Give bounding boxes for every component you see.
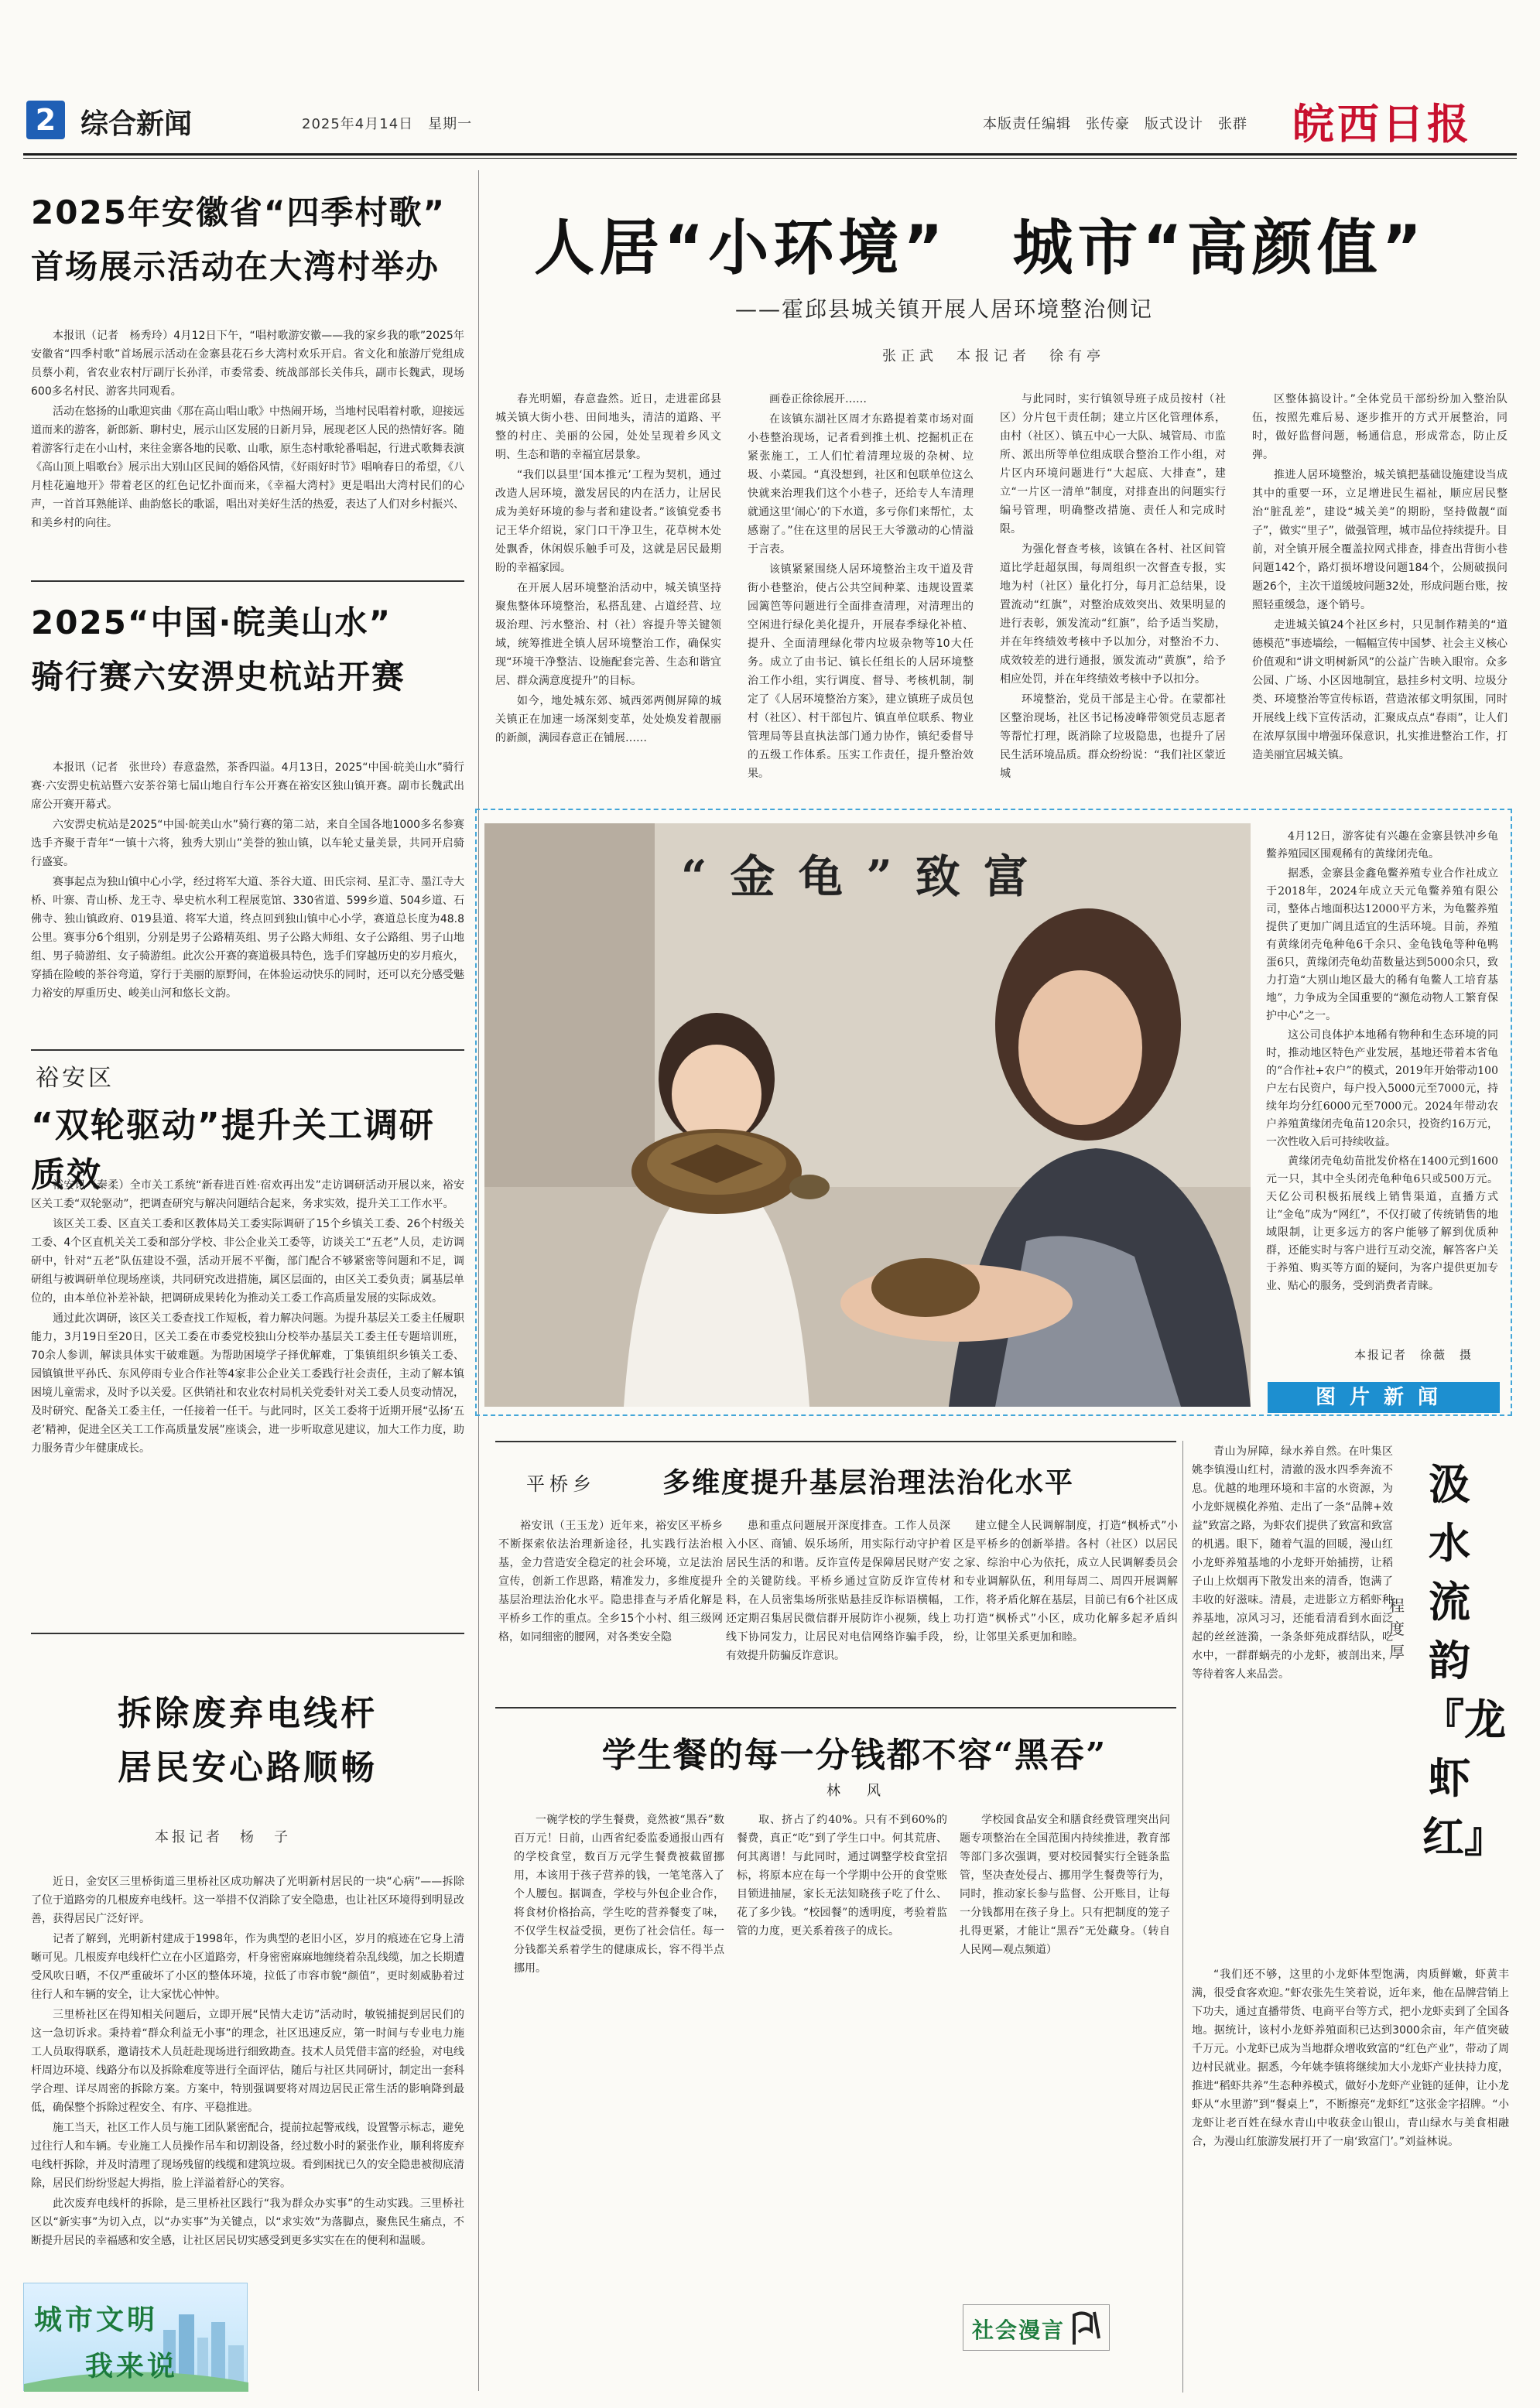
main-headline: 人居“小环境” 城市“高颜值” (534, 214, 1427, 283)
photo-caption: 4月12日，游客徒有兴趣在金寨县铁冲乡龟鳖养殖园区围观稀有的黄缘闭壳龟。 据悉，金寨县金鑫龟鳖养殖专业合作社成立于2018年，2024年成立天元龟鳖养殖有限公司，整体占地面积达12000平方米，为龟鳖养殖提供了更加广阔且适宜的生活环境。目前，养殖有黄缘闭壳龟种龟6千余只、金龟钱龟等种龟鸭蛋6只，黄缘闭壳龟幼苗数量达到5000余只，致力打造“大别山地区最大的稀有龟鳖人工培育基地”，力争成为全国重要的“濒危动物人工繁育保护中心”之一。 这公司良体护本地稀有物种和生态环境的同时，推动地区特色产业发展，基地还带着本省龟的“合作社+农户”的模式，2019年开始带动100户左右民资户，每户投入5000元至7000元，持续年均分红6000元至7000元。2024年带动农户养殖黄缘闭壳龟苗120余只，投资约16万元，一次性收入后可持续收益。 黄缘闭壳龟幼苗批发价格在1400元到1600元一只，其中全头闭壳龟种龟6只或500万元。天亿公司积极拓展线上销售渠道，直播方式让“金龟”成为“网红”，不仅打破了传统销售的地域限制，让更多远方的客户能够了解到优质种群，还能实时与客户进行互动交流，解答客户关于养殖、购买等方面的疑问，为客户提供更加专业、贴心的服务，受到消费者青睐。 (1266, 830, 1498, 1292)
article-headline: 学生餐的每一分钱都不容“黑吞” (601, 1736, 1107, 1775)
main-article-column: 区整体搞设计。”全体党员干部纷纷加入整治队伍，按照先难后易、逐步推开的方式开展整治，同时，做好监督问题，畅通信息，形成常态，防止反弹。 推进人居环境整治，城关镇把基础设施建设当成其中的重要一环，立足增进民生福祉，顺应居民整治“脏乱差”，建设“城关美”的期盼，坚持做靓“面子”，做实“里子”，做强管理，城市品位持续提升。目前，对全镇开展全覆盖拉网式排查，排查出背街小巷问题142个，路灯损坏增设问题184个，公厕破损问题26个，主次干道缓坡问题32处，形成问题台账，按照轻重缓急，逐个销号。 走进城关镇24个社区乡村，只见制作精美的“道德模范”事迹墙绘，一幅幅宣传中国梦、社会主义核心价值观和“讲文明树新风”的公益广告映入眼帘。众多公园、广场、小区因地制宜，悬挂乡村文明、垃圾分类、环境整治等宣传标语，营造浓郁文明氛围，同时开展线上线下宣传活动，汇聚成点点“春雨”，让人们在浓厚氛围中增强环保意识，扎实推进整治工作，打造美丽宜居城关镇。 (1252, 393, 1507, 761)
main-article-column: 画卷正徐徐展开…… 在该镇东湖社区周才东路提着菜市场对面小巷整治现场，记者看到推土机、挖掘机正在紧张施工，工人们忙着清理垃圾的杂树、垃圾、小菜园。“真没想到，社区和包联单位这么快就来治理我们这个小巷子，还给专人车清理就通这里‘闹心’的下水道，多亏你们来帮忙，太感谢了。”住在这里的居民王大爷激动的心情溢于言表。 该镇紧紧围绕人居环境整治主攻干道及背街小巷整治，使占公共空间种菜、违规设置菜园篱笆等问题进行全面排查清理，对清理出的空闲进行绿化美化提升，开展春季绿化补植、提升、全面清理绿化带内垃圾杂物等10大任务。成立了由书记、镇长任组长的人居环境整治工作小组，实行调度、督导、考核机制，制定了《人居环境整治方案》，建立镇班子成员包村（社区）、村干部包片、镇直单位联系、物业管理局等县直执法部门通力协作，镇纪委督导的五级工作体系。压实工作责任，提升整治效果。 (748, 393, 974, 780)
section-name: 综合新闻 (80, 108, 193, 140)
region-tag: 平桥乡 (526, 1473, 596, 1495)
civic-banner-subtitle: 我来说 (85, 2351, 179, 2382)
article-headline: 拆除废弃电线杆 居民安心路顺畅 (118, 1694, 378, 1787)
turtle-photo-illustration (484, 823, 1251, 1407)
article-column: 建立健全人民调解制度，打造“枫桥式”小区是平桥乡的创新举措。各村（社区）以居民之家、综治中心为依托，成立人民调解委员会和专业调解队伍，利用每周二、周四开展调解工作，将矛盾化解在基层，目前已有6个社区成功打造“枫桥式”小区，成功化解多起矛盾纠纷，让邻里关系更加和睦。 (953, 1520, 1178, 1644)
news-photo (484, 823, 1251, 1407)
main-article-column: 春光明媚，春意盎然。近日，走进霍邱县城关镇大街小巷、田间地头，清洁的道路、平整的村庄、美丽的公园，处处呈现着乡风文明、生态和谐的幸福宜居景象。 “我们以县里‘国本推元’工程为契机，通过改造人居环境，激发居民的内在活力，让居民成为美好环境的参与者和建设者。”该镇党委书记王华介绍说，家门口干净卫生，花草树木处处飘香，休闲娱乐触手可及，这就是居民最期盼的幸福家园。 在开展人居环境整治活动中，城关镇坚持聚焦整体环境整治，私搭乱建、占道经营、垃圾治理、污水整治、村（社）容提升等关键领域，统筹推进全镇人居环境整治工作，确保实现“环境干净整洁、设施配套完善、生态和谐宜居、群众满意度提升”的目标。 如今，地处城东郊、城西郊两侧屏障的城关镇正在加速一场深刻变革，处处焕发着靓丽的新颜，满园春意正在铺展…… (495, 393, 721, 744)
photo-news-tag: 图片新闻 (1268, 1382, 1500, 1413)
pen-icon (1068, 2307, 1102, 2348)
header-rule-thin (23, 158, 1517, 159)
main-subheadline: ——霍邱县城关镇开展人居环境整治侧记 (735, 296, 1154, 322)
article-headline: 2025“中国·皖美山水” 骑行赛六安淠史杭站开赛 (31, 604, 406, 696)
section-divider (31, 1049, 464, 1051)
article-headline: 2025年安徽省“四季村歌” 首场展示活动在大湾村举办 (31, 193, 447, 286)
page-number: 2 (26, 101, 65, 139)
section-divider (495, 1441, 1176, 1442)
column-divider (1182, 1441, 1183, 2393)
article-column: 取、挤占了约40%。只有不到60%的餐费，真正“吃”到了学生口中。何其荒唐、何其离谱！与此同时，通过调整学校食堂招标，将原本应在每一个学期中公开的食堂账目锁进抽屉，家长无法知晓孩子吃了什么、花了多少钱。“校园餐”的透明度，考验着监管的力度，更关系着孩子的成长。 (737, 1814, 947, 1938)
photo-credit: 本报记者 徐薇 摄 (1354, 1348, 1473, 1362)
main-article-column: 与此同时，实行镇领导班子成员按村（社区）分片包干责任制；建立片区化管理体系，由村（社区）、镇五中心一大队、城管局、市监所、派出所等单位组成联合整治工作小组，对片区内环境问题进行“大起底、大排查”，建立“一片区一清单”制度，对排查出的问题实行编号管理，明确整改措施、责任人和完成时限。 为强化督查考核，该镇在各村、社区间管道比学赶超氛围，每周组织一次督查专报，实地为村（社区）量化打分，每月汇总结果，设置流动“红旗”，对整治成效突出、效果明显的进行表彰，颁发流动“红旗”，给予适当奖励，并在年终绩效考核中予以加分，对整治不力、成效较差的进行通报，颁发流动“黄旗”，给予相应处罚，并在年终绩效考核中予以扣分。 环境整治，党员干部是主心骨。在蒙都社区整治现场，社区书记杨凌峰带领党员志愿者等帮忙打理，既消除了垃圾隐患，也提升了居民生活环境品质。群众纷纷说：“我们社区蒙近城 (1000, 393, 1226, 780)
header-rule (23, 153, 1517, 156)
article-column: 裕安讯（王玉龙）近年来，裕安区平桥乡不断探索依法治理新途径，扎实践行法治根基，金力营造安全稳定的社会环境，立足法治宣传，创新工作思路，精准发力，多维度提升基层治理法治化水平。隐患排查与矛盾化解是平桥乡工作的重点。全乡15个小村、组三级网格，如同细密的腰网，对各类安全隐 (498, 1520, 723, 1644)
photo-news-title: “金龟”致富 (681, 850, 1052, 903)
article-column: 学校园食品安全和膳食经费管理突出问题专项整治在全国范围内持续推进，教育部等部门多次强调，要对校园餐实行全链条监管，坚决查处侵占、挪用学生餐费等行为，同时，推动家长参与监督、公开账目，让每一分钱都用在孩子身上。只有把制度的笼子扎得更紧，才能让“黑吞”无处藏身。（转自人民网—观点频道） (960, 1814, 1170, 1956)
article-headline: “双轮驱动”提升关工调研质效 (31, 1106, 435, 1195)
essay-author: 程度厚 (1389, 1596, 1405, 1661)
article-byline: 林 风 (826, 1783, 887, 1799)
column-logo-text: 社会漫言 (972, 2317, 1066, 2343)
section-divider (31, 1633, 464, 1634)
main-byline: 张正武 本报记者 徐有亭 (882, 348, 1105, 364)
article-body: 本报讯（记者 杨秀玲）4月12日下午，“唱村歌游安徽——我的家乡我的歌”2025年安徽省“四季村歌”首场展示活动在金寨县花石乡大湾村欢乐开启。省文化和旅游厅党组成员蔡小莉，省农业农村厅副厅长孙洋，市委常委、统战部部长关伟兵，副市长魏武，现场600多名村民、游客共同观看。 活动在悠扬的山歌迎宾曲《那在高山唱山歌》中热闹开场，当地村民唱着村歌，迎接远道而来的游客，新郎新、聊村史，展示山区发展的日新月异，展现老区人民的热情好客。随着游客行走在小山村，来往金寨各地的民歌、山歌，原生态村歌轮番唱起，行进式歌舞表演《高山顶上唱歌台》展示出大别山区民间的婚俗风情，《好雨好时节》唱响春日的希望，《八月桂花遍地开》带着老区的红色记忆扑面而来，《幸福大湾村》更是唱出大湾村民们的心声，一首首耳熟能详、曲韵悠长的歌谣，唱出对美好生活的热爱，表达了人们对乡村振兴、和美乡村的向往。 (31, 330, 464, 529)
article-body: 本报讯（记者 张世玲）春意盎然，茶香四溢。4月13日，2025“中国·皖美山水”骑行赛·六安淠史杭站暨六安茶谷第七届山地自行车公开赛在裕安区独山镇开赛。副市长魏武出席公开赛开幕式。 六安淠史杭站是2025“中国·皖美山水”骑行赛的第二站，来自全国各地1000多名参赛选手齐聚于青年“一镇十六将，独秀大别山”美誉的独山镇，以车轮丈量美景，共同开启骑行盛宴。 赛事起点为独山镇中心小学，经过将军大道、茶谷大道、田氏宗祠、星汇寺、墨江寺大桥、叶寨、青山桥、龙王寺、皋史杭水利工程展览馆、330省道、599乡道、504乡道、石佛寺、独山镇政府、019县道、将军大道，终点回到独山镇中心小学，赛道总长度为48.8公里。赛事分6个组别，分别是男子公路精英组、男子公路大师组、女子公路组、男子山地组、男子骑游组、女子骑游组。此次公开赛的赛道极具特色，选手们穿越历史的岁月痕火，穿插在险峻的茶谷弯道，穿行于美丽的原野间，在体验运动快乐的同时，还可以充分感受魅力裕安的厚重历史、峻美山河和悠长文韵。 (31, 761, 464, 1000)
section-divider (495, 1707, 1176, 1709)
region-tag: 裕安区 (36, 1065, 115, 1092)
newspaper-logo: 皖西日报 (1292, 99, 1472, 149)
essay-column: 青山为屏障，绿水养自然。在叶集区姚李镇漫山红村，清澈的汲水四季奔流不息。优越的地理环境和丰富的水资源，为小龙虾规模化养殖、走出了一条“品牌+效益”致富之路，为虾农们提供了致富和致富的机遇。眼下，随着气温的回暖，漫山红小龙虾养殖基地的小龙虾开始捕捞，让稻子山上炊烟再下散发出来的清香，饱满了丰收的好滋味。清晨，走进影立方稻虾种养基地，凉风习习，还能看清看到水面泛起的丝丝涟漪，一条条虾苑成群结队，吃水中，一群群蜗壳的小龙虾，被剖出来，等待着客人来品尝。 (1192, 1445, 1393, 1681)
civic-banner-title: 城市文明 (34, 2304, 159, 2336)
article-body: 裕安讯（秦柔）全市关工系统“新春进百姓·宿欢再出发”走访调研活动开展以来，裕安区关工委“双轮驱动”，把调查研究与解决问题结合起来，务求实效，提升关工工作水平。 该区关工委、区直关工委和区教体局关工委实际调研了15个乡镇关工委、26个村级关工委、4个区直机关关工委和部分学校、非公企业关工委等，访谈关工“五老”人员，走访调研中，针对“五老”队伍建设不强，活动开展不平衡，部门配合不够紧密等问题和不足，调研组与被调研单位现场座谈，共同研究改进措施，属区层面的，由区关工委负责；属基层单位的，由本单位补差补缺，把调研成果转化为推动关工委工作高质量发展的实际成效。 通过此次调研，该区关工委查找工作短板，着力解决问题。为提升基层关工委主任履职能力，3月19日至20日，区关工委在市委党校独山分校举办基层关工委主任专题培训班，70余人参训，解读具体实干破难题。为帮助困境学子择优解难，丁集镇组织乡镇关工委、园镇镇世平孙氏、东风停雨专业合作社等4家非公企业关工委践行社会责任，主动了解本镇困境儿童需求，及时予以关爱。区供销社和农业农村局机关党委针对关工委人员变动情况，及时研究、配备关工委主任，一任接着一任干。与此同时，区关工委将于近期开展“弘扬‘五老’精神，促进全区关工工作高质量发展”座谈会，进一步听取意见建议，加大工作力度，助力服务青少年健康成长。 (31, 1179, 464, 1455)
editor-credits: 本版责任编辑 张传豪 版式设计 张群 (983, 116, 1247, 132)
section-divider (31, 580, 464, 582)
issue-date: 2025年4月14日 星期一 (302, 116, 473, 132)
article-body: 近日，金安区三里桥街道三里桥社区成功解决了光明新村居民的一块“心病”——拆除了位于道路旁的几根废弃电线杆。这一举措不仅消除了安全隐患，也让社区环境得到明显改善，获得居民广泛好评。 记者了解到，光明新村建成于1998年，作为典型的老旧小区，岁月的痕迹在它身上清晰可见。几根废弃电线杆伫立在小区道路旁，杆身密密麻麻地缠绕着杂乱线缆，加之长期遭受风吹日晒，不仅严重破坏了小区的整体环境，拉低了市容市貌“颜值”，更时刻威胁着过往行人和车辆的安全，让大家忧心忡忡。 三里桥社区在得知相关问题后，立即开展“民情大走访”活动时，敏锐捕捉到居民们的这一急切诉求。秉持着“群众利益无小事”的理念，社区迅速反应，第一时间与专业电力施工人员取得联系，邀请技术人员赶赴现场进行细致勘查。技术人员凭借丰富的经验，对电线杆周边环境、线路分布以及拆除难度等进行全面评估，随后与社区共同研讨，制定出一套科学合理、详尽周密的拆除方案。方案中，特别强调要将对周边居民正常生活的影响降到最低，确保整个拆除过程安全、有序、平稳推进。 施工当天，社区工作人员与施工团队紧密配合，提前拉起警戒线，设置警示标志，避免过往行人和车辆。专业施工人员操作吊车和切割设备，经过数小时的紧张作业，顺利将废弃电线杆拆除，并及时清理了现场残留的线缆和建筑垃圾。看到困扰已久的安全隐患被彻底清除，居民们纷纷竖起大拇指，脸上洋溢着舒心的笑容。 此次废弃电线杆的拆除，是三里桥社区践行“我为群众办实事”的生动实践。三里桥社区以“新实事”为切入点，以“办实事”为关键点，以“求实效”为落脚点，聚焦民生痛点，不断提升居民的幸福感和安全感，让社区居民切实感受到更多实实在在的便利和温暖。 (31, 1876, 464, 2247)
article-byline: 本报记者 杨 子 (155, 1829, 291, 1845)
article-column: 一碗学校的学生餐费，竟然被“黑吞”数百万元！日前，山西省纪委监委通报山西有的学校食堂，数百万元学生餐费被截留挪用，本该用于孩子营养的钱，一笔笔落入了个人腰包。据调查，学校与外包企业合作，将食材价格抬高，学生吃的营养餐变了味，不仅学生权益受损，更伤了社会信任。每一分钱都关系着学生的健康成长，容不得半点挪用。 (514, 1814, 724, 1975)
essay-title: 汲水流韵『龙虾红』 (1422, 1459, 1506, 1862)
essay-column: “我们还不够，这里的小龙虾体型饱满，肉质鲜嫩，虾黄丰满，很受食客欢迎。”虾农张先生笑着说，近年来，他在品牌营销上下功夫，通过直播带货、电商平台等方式，把小龙虾卖到了全国各地。据统计，该村小龙虾养殖面积已达到3000余亩，年产值突破千万元。小龙虾已成为当地群众增收致富的“红色产业”，带动了周边村民就业。据悉，今年姚李镇将继续加大小龙虾产业扶持力度，推进“稻虾共养”生态种养模式，做好小龙虾产业链的延伸，让小龙虾从“水里游”到“餐桌上”，不断擦亮“龙虾红”这张金字招牌。“小龙虾让老百姓在绿水青山中收获金山银山，青山绿水与美食相融合，为漫山红旅游发展打开了一扇‘致富门’。”刘益林说。 (1192, 1968, 1509, 2148)
article-column: 患和重点问题展开深度排查。工作人员深入小区、商铺、娱乐场所，用实际行动守护着居民生活的和谐。反诈宣传是保障居民财产安全的关键防线。平桥乡通过宣防反诈宣传材料，在人员密集场所张贴悬挂反诈标语横幅，还定期召集居民微信群开展防诈小视频，线上线下协同发力，让居民对电信网络诈骗手段，有效提升防骗反诈意识。 (726, 1520, 950, 1662)
article-headline: 多维度提升基层治理法治化水平 (662, 1467, 1075, 1499)
